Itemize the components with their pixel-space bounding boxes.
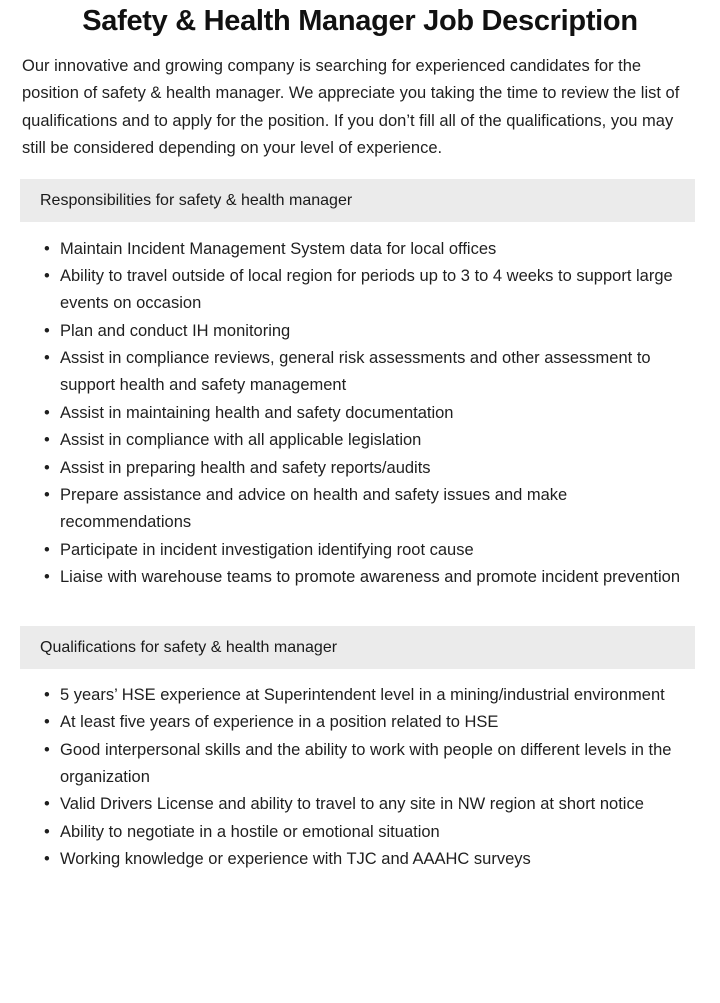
bullet-icon: • <box>44 685 50 704</box>
bullet-icon: • <box>44 713 50 732</box>
list-item <box>44 537 700 564</box>
list-item-text: Ability to negotiate in a hostile or emotional situation <box>60 822 440 841</box>
section-header-responsibilities: Responsibilities for safety & health manager <box>20 179 695 222</box>
list-item-text: 5 years’ HSE experience at Superintendent level in a mining/industrial environment <box>60 685 665 704</box>
bullet-icon: • <box>44 850 50 869</box>
bullet-icon: • <box>44 795 50 814</box>
bullet-icon: • <box>44 486 50 505</box>
bullet-icon: • <box>44 321 50 340</box>
list-item-text: At least five years of experience in a position related to HSE <box>60 713 499 732</box>
list-item-text: Assist in maintaining health and safety documentation <box>60 403 454 422</box>
bullet-icon: • <box>44 822 50 841</box>
list-item-text: Assist in compliance reviews, general risk assessments and other assessment to support health and safety management <box>60 349 651 395</box>
list-item-text: Liaise with warehouse teams to promote awareness and promote incident prevention <box>60 568 681 587</box>
list-item-text: Assist in compliance with all applicable legislation <box>60 431 422 450</box>
bullet-icon: • <box>44 267 50 286</box>
list-item <box>44 455 700 482</box>
section-qualifications <box>0 626 720 874</box>
list-item <box>44 427 700 454</box>
bullet-icon: • <box>44 740 50 759</box>
qualifications-list <box>0 669 720 874</box>
list-item-text: Participate in incident investigation identifying root cause <box>60 540 474 559</box>
section-header-qualifications: Qualifications for safety & health manager <box>20 626 695 669</box>
list-item <box>44 318 700 345</box>
list-item <box>44 737 700 791</box>
list-item-text: Good interpersonal skills and the ability to work with people on different levels in the organization <box>60 740 672 786</box>
list-item <box>44 400 700 427</box>
section-spacer <box>0 592 720 610</box>
list-item-text: Prepare assistance and advice on health and safety issues and make recommendations <box>60 486 568 532</box>
page-title: Safety & Health Manager Job Description <box>82 5 638 37</box>
list-item <box>44 819 700 846</box>
list-item <box>44 236 700 263</box>
bullet-icon: • <box>44 568 50 587</box>
bullet-icon: • <box>44 239 50 258</box>
list-item <box>44 564 700 591</box>
list-item-text: Plan and conduct IH monitoring <box>60 321 291 340</box>
list-item <box>44 345 700 399</box>
responsibilities-list <box>0 222 720 592</box>
list-item-text: Working knowledge or experience with TJC and AAAHC surveys <box>60 850 531 869</box>
list-item <box>44 263 700 317</box>
list-item <box>44 846 700 873</box>
bullet-icon: • <box>44 403 50 422</box>
list-item <box>44 482 700 536</box>
intro-paragraph: Our innovative and growing company is searching for experienced candidates for the position of safety & health manager. We appreciate you taking the time to review the list of qualifications and to apply for the position. If you don’t fill all of the qualifications, you may still be considered depending on your level of experience. <box>22 56 680 158</box>
list-item <box>44 682 700 709</box>
list-item <box>44 791 700 818</box>
list-item-text: Valid Drivers License and ability to travel to any site in NW region at short notice <box>60 795 644 814</box>
bullet-icon: • <box>44 458 50 477</box>
list-item-text: Maintain Incident Management System data for local offices <box>60 239 497 258</box>
list-item-text: Assist in preparing health and safety reports/audits <box>60 458 431 477</box>
bullet-icon: • <box>44 540 50 559</box>
bullet-icon: • <box>44 349 50 368</box>
section-responsibilities <box>0 179 720 592</box>
list-item-text: Ability to travel outside of local region for periods up to 3 to 4 weeks to support large events on occasion <box>60 267 673 313</box>
bullet-icon: • <box>44 431 50 450</box>
list-item <box>44 709 700 736</box>
